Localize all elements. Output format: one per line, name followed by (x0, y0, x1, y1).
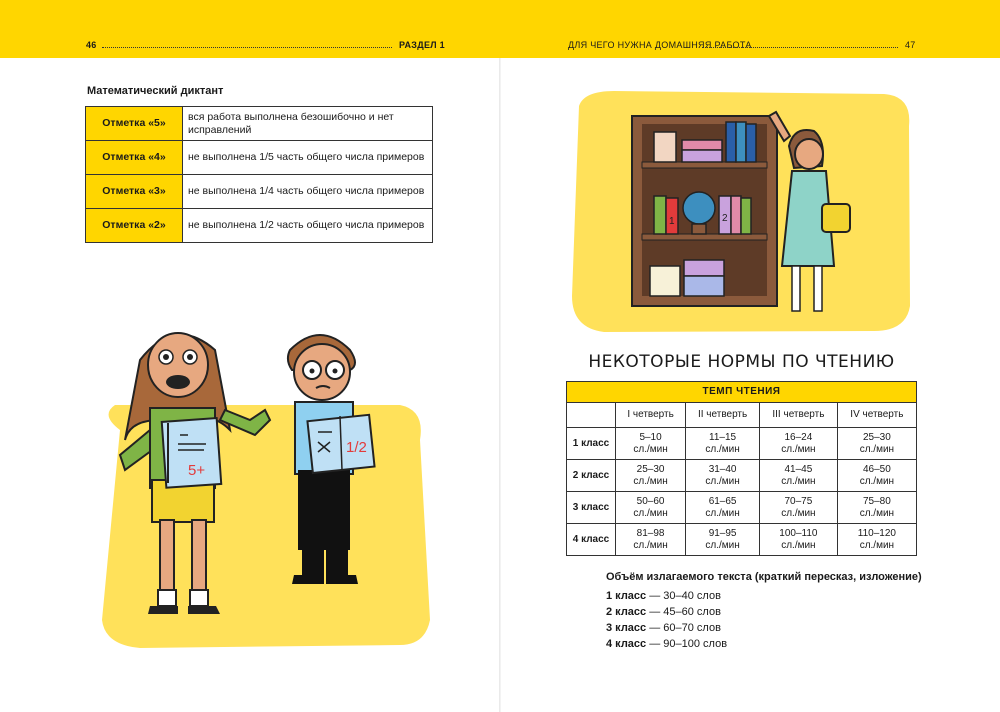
grade-description: не выполнена 1/2 часть общего числа примеров (183, 209, 433, 243)
grade-description: не выполнена 1/4 часть общего числа примеров (183, 175, 433, 209)
rate-cell: 81–98 сл./мин (616, 524, 686, 556)
volume-title: Объём излагаемого текста (краткий пересказ, изложение) (606, 571, 922, 583)
rate-cell: 110–120 сл./мин (837, 524, 916, 556)
volume-text: — 30–40 слов (646, 590, 721, 602)
book-number: 2 (722, 213, 728, 224)
rate-cell: 11–15 сл./мин (686, 428, 760, 460)
table-header: ТЕМП ЧТЕНИЯ (567, 382, 917, 403)
girl-notebook-mark: 5+ (188, 462, 206, 479)
rate-cell: 16–24 сл./мин (760, 428, 838, 460)
corner-cell (567, 403, 616, 428)
norms-title: НЕКОТОРЫЕ НОРМЫ ПО ЧТЕНИЮ (588, 352, 895, 372)
grade-label: Отметка «3» (86, 175, 183, 209)
grade-row (86, 141, 433, 175)
volume-grade: 1 класс (606, 590, 647, 602)
header-divider-left (102, 47, 392, 48)
book-spine (499, 58, 501, 712)
quarter-header: I четверть (616, 403, 686, 428)
header-band (0, 0, 1000, 58)
volume-text: — 45–60 слов (646, 606, 721, 618)
rate-cell: 41–45 сл./мин (760, 460, 838, 492)
grade-row (86, 209, 433, 243)
grade-cell: 4 класс (567, 524, 616, 556)
kids-illustration (80, 320, 440, 660)
grade-description: не выполнена 1/5 часть общего числа примеров (183, 141, 433, 175)
quarter-header: IV четверть (837, 403, 916, 428)
volume-item (606, 638, 727, 650)
grade-cell: 2 класс (567, 460, 616, 492)
table-row (567, 460, 917, 492)
volume-text: — 90–100 слов (646, 638, 728, 650)
quarter-header-row (567, 403, 917, 428)
table-row (567, 428, 917, 460)
volume-grade: 3 класс (606, 622, 647, 634)
volume-item (606, 622, 721, 634)
rate-cell: 91–95 сл./мин (686, 524, 760, 556)
grade-cell: 1 класс (567, 428, 616, 460)
header-divider-right (702, 47, 898, 48)
volume-grade: 2 класс (606, 606, 647, 618)
rate-cell: 50–60 сл./мин (616, 492, 686, 524)
grade-row (86, 175, 433, 209)
volume-text: — 60–70 слов (646, 622, 721, 634)
grade-row (86, 107, 433, 141)
rate-cell: 100–110 сл./мин (760, 524, 838, 556)
volume-item (606, 606, 721, 618)
book-number: 1 (669, 216, 675, 227)
right-page-number: 47 (905, 40, 916, 50)
grades-table (85, 106, 433, 243)
chapter-label: ДЛЯ ЧЕГО НУЖНА ДОМАШНЯЯ РАБОТА (568, 40, 752, 50)
dictation-title: Математический диктант (87, 85, 224, 97)
quarter-header: III четверть (760, 403, 838, 428)
bookshelf-illustration (564, 86, 914, 336)
volume-grade: 4 класс (606, 638, 647, 650)
grade-cell: 3 класс (567, 492, 616, 524)
rate-cell: 61–65 сл./мин (686, 492, 760, 524)
rate-cell: 70–75 сл./мин (760, 492, 838, 524)
section-label: РАЗДЕЛ 1 (399, 40, 445, 50)
bookshelf (632, 116, 777, 306)
quarter-header: II четверть (686, 403, 760, 428)
rate-cell: 75–80 сл./мин (837, 492, 916, 524)
volume-item (606, 590, 721, 602)
left-page-number: 46 (86, 40, 97, 50)
rate-cell: 5–10 сл./мин (616, 428, 686, 460)
grade-label: Отметка «2» (86, 209, 183, 243)
rate-cell: 25–30 сл./мин (837, 428, 916, 460)
grade-label: Отметка «5» (86, 107, 183, 141)
boy-notebook-mark: 1/2 (346, 439, 367, 456)
grade-description: вся работа выполнена безошибочно и нет исправлений (183, 107, 433, 141)
table-row (567, 524, 917, 556)
reading-norms-table (566, 381, 917, 556)
table-row (567, 492, 917, 524)
rate-cell: 46–50 сл./мин (837, 460, 916, 492)
grade-label: Отметка «4» (86, 141, 183, 175)
rate-cell: 31–40 сл./мин (686, 460, 760, 492)
rate-cell: 25–30 сл./мин (616, 460, 686, 492)
